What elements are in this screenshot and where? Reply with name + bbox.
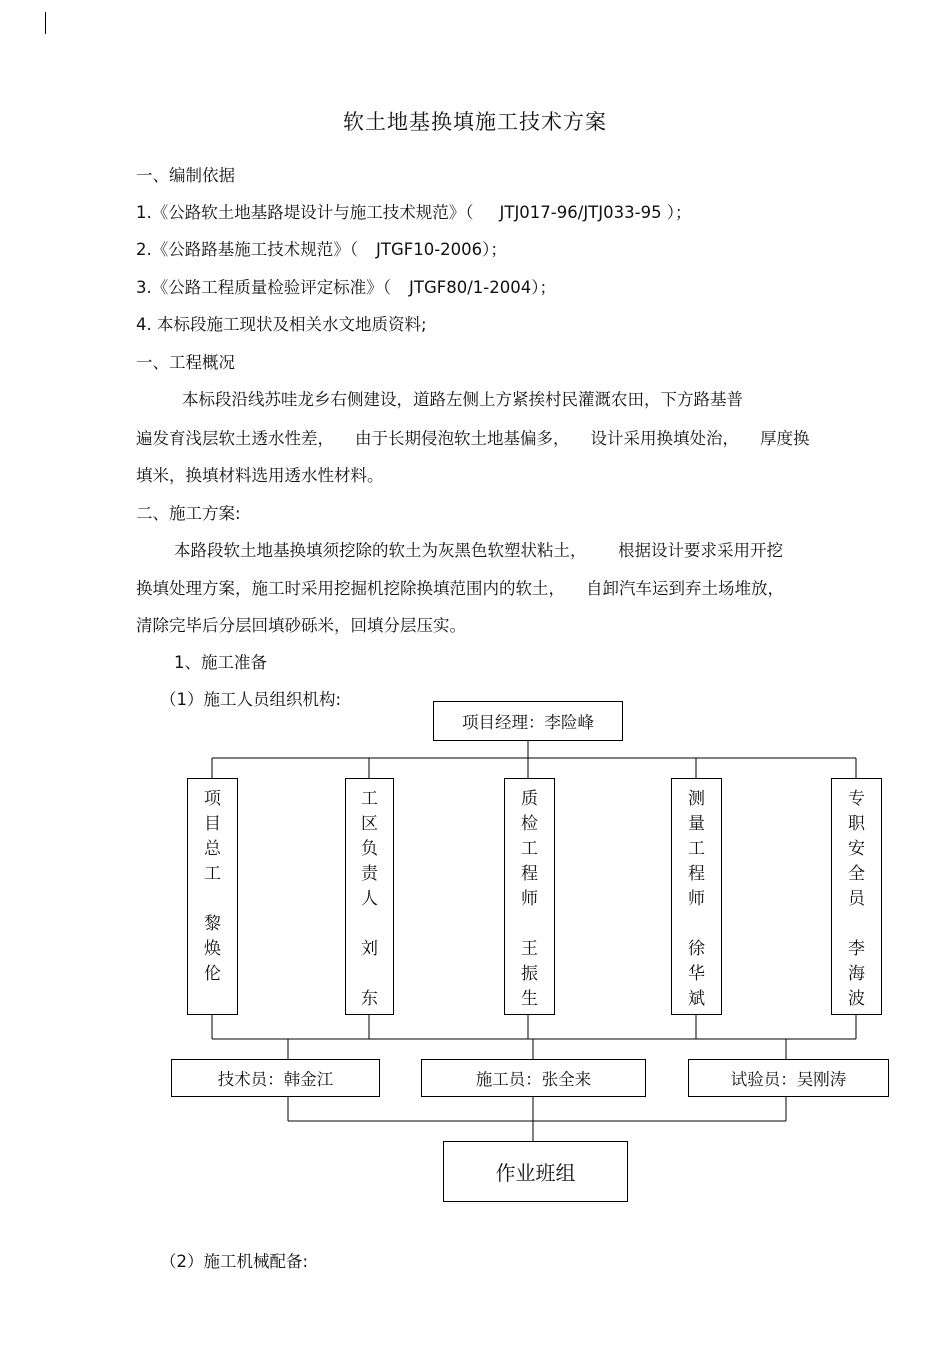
basis-item-2-code: JTGF10-2006）；	[376, 240, 507, 259]
org-col4-role-2: 量	[688, 814, 705, 834]
org-col4-role-4: 程	[688, 864, 705, 884]
section-heading-overview: 一、工程概况	[136, 353, 235, 372]
org-col1-role-2: 目	[204, 814, 221, 834]
org-col5-name-3: 波	[848, 989, 865, 1009]
org-col5-role-2: 职	[848, 814, 865, 834]
org-staff-technician	[171, 1059, 380, 1097]
overview-line-3: 填米，换填材料选用透水性材料。	[136, 466, 384, 485]
org-col4-name-1: 徐	[688, 939, 705, 959]
basis-item-1-text: 1.《公路软土地基路堤设计与施工技术规范》（	[136, 203, 474, 222]
org-col5-role-5: 员	[848, 889, 865, 909]
org-column-safety-officer	[831, 778, 882, 1015]
subheading-personnel: （1）施工人员组织机构:	[160, 690, 342, 709]
org-col2-role-4: 责	[361, 864, 378, 884]
org-col3-role-3: 工	[521, 839, 538, 859]
org-manager-box	[433, 701, 623, 741]
org-col3-name-1: 王	[521, 939, 538, 959]
org-column-chief-engineer	[187, 778, 238, 1015]
org-col5-name-1: 李	[848, 939, 865, 959]
org-col5-role-3: 安	[848, 839, 865, 859]
org-col4-name-3: 斌	[688, 989, 705, 1009]
org-col3-role-2: 检	[521, 814, 538, 834]
org-col4-role-1: 测	[688, 789, 705, 809]
org-col1-name-1: 黎	[204, 914, 221, 934]
org-col1-name-2: 焕	[204, 939, 221, 959]
org-col2-role-2: 区	[361, 814, 378, 834]
org-col2-role-1: 工	[361, 789, 378, 809]
overview-line-1: 本标段沿线苏哇龙乡右侧建设，道路左侧上方紧挨村民灌溉农田，下方路基普	[182, 390, 743, 409]
org-col5-name-2: 海	[848, 964, 865, 984]
plan-line-1: 本路段软土地基换填须挖除的软土为灰黑色软塑状粘土， 根据设计要求采用开挖	[174, 541, 783, 560]
org-col5-role-1: 专	[848, 789, 865, 809]
org-column-area-leader	[345, 778, 394, 1015]
org-col2-name-2: 东	[361, 989, 378, 1009]
org-col3-name-3: 生	[521, 989, 538, 1009]
org-column-survey-engineer	[671, 778, 722, 1015]
section-heading-plan: 二、施工方案:	[136, 504, 241, 523]
org-col3-role-4: 程	[521, 864, 538, 884]
org-col3-role-5: 师	[521, 889, 538, 909]
org-staff-constructor-label: 施工员：张全来	[475, 1070, 592, 1089]
org-col4-role-5: 师	[688, 889, 705, 909]
basis-item-4: 4. 本标段施工现状及相关水文地质资料;	[136, 315, 427, 334]
org-work-team-label: 作业班组	[495, 1161, 576, 1185]
org-col4-name-2: 华	[688, 964, 705, 984]
org-work-team-box	[443, 1141, 628, 1202]
org-col2-role-5: 人	[361, 889, 378, 909]
org-col1-role-1: 项	[204, 789, 221, 809]
overview-line-2: 遍发育浅层软土透水性差， 由于长期侵泡软土地基偏多， 设计采用换填处治， 厚度换	[136, 429, 810, 448]
subheading-preparation: 1、施工准备	[174, 653, 267, 672]
basis-item-2-text: 2.《公路路基施工技术规范》（	[136, 240, 358, 259]
org-staff-tester	[688, 1059, 889, 1097]
org-col3-role-1: 质	[521, 789, 538, 809]
org-col1-name-3: 伦	[204, 964, 221, 984]
org-manager-label: 项目经理：李险峰	[462, 713, 594, 732]
document-title: 软土地基换填施工技术方案	[343, 110, 607, 134]
plan-line-3: 清除完毕后分层回填砂砾米，回填分层压实。	[136, 616, 466, 635]
org-col3-name-2: 振	[521, 964, 538, 984]
section-heading-basis: 一、编制依据	[136, 166, 235, 185]
org-col2-name-1: 刘	[361, 939, 378, 959]
subheading-machinery: （2）施工机械配备:	[160, 1252, 309, 1271]
org-col2-role-3: 负	[361, 839, 378, 859]
org-col1-role-4: 工	[204, 864, 221, 884]
basis-item-3-text: 3.《公路工程质量检验评定标准》（	[136, 278, 391, 297]
basis-item-3-code: JTGF80/1-2004）；	[409, 278, 556, 297]
basis-item-1-code: JTJ017-96/JTJ033-95 ）；	[499, 203, 692, 222]
org-staff-constructor	[421, 1059, 646, 1097]
plan-line-2: 换填处理方案，施工时采用挖掘机挖除换填范围内的软土， 自卸汽车运到弃土场堆放，	[136, 579, 784, 598]
org-staff-technician-label: 技术员：韩金江	[217, 1070, 334, 1089]
org-col5-role-4: 全	[848, 864, 865, 884]
org-col1-role-3: 总	[204, 839, 221, 859]
org-staff-tester-label: 试验员：吴刚涛	[730, 1070, 847, 1089]
org-column-quality-engineer	[504, 778, 555, 1015]
org-col4-role-3: 工	[688, 839, 705, 859]
